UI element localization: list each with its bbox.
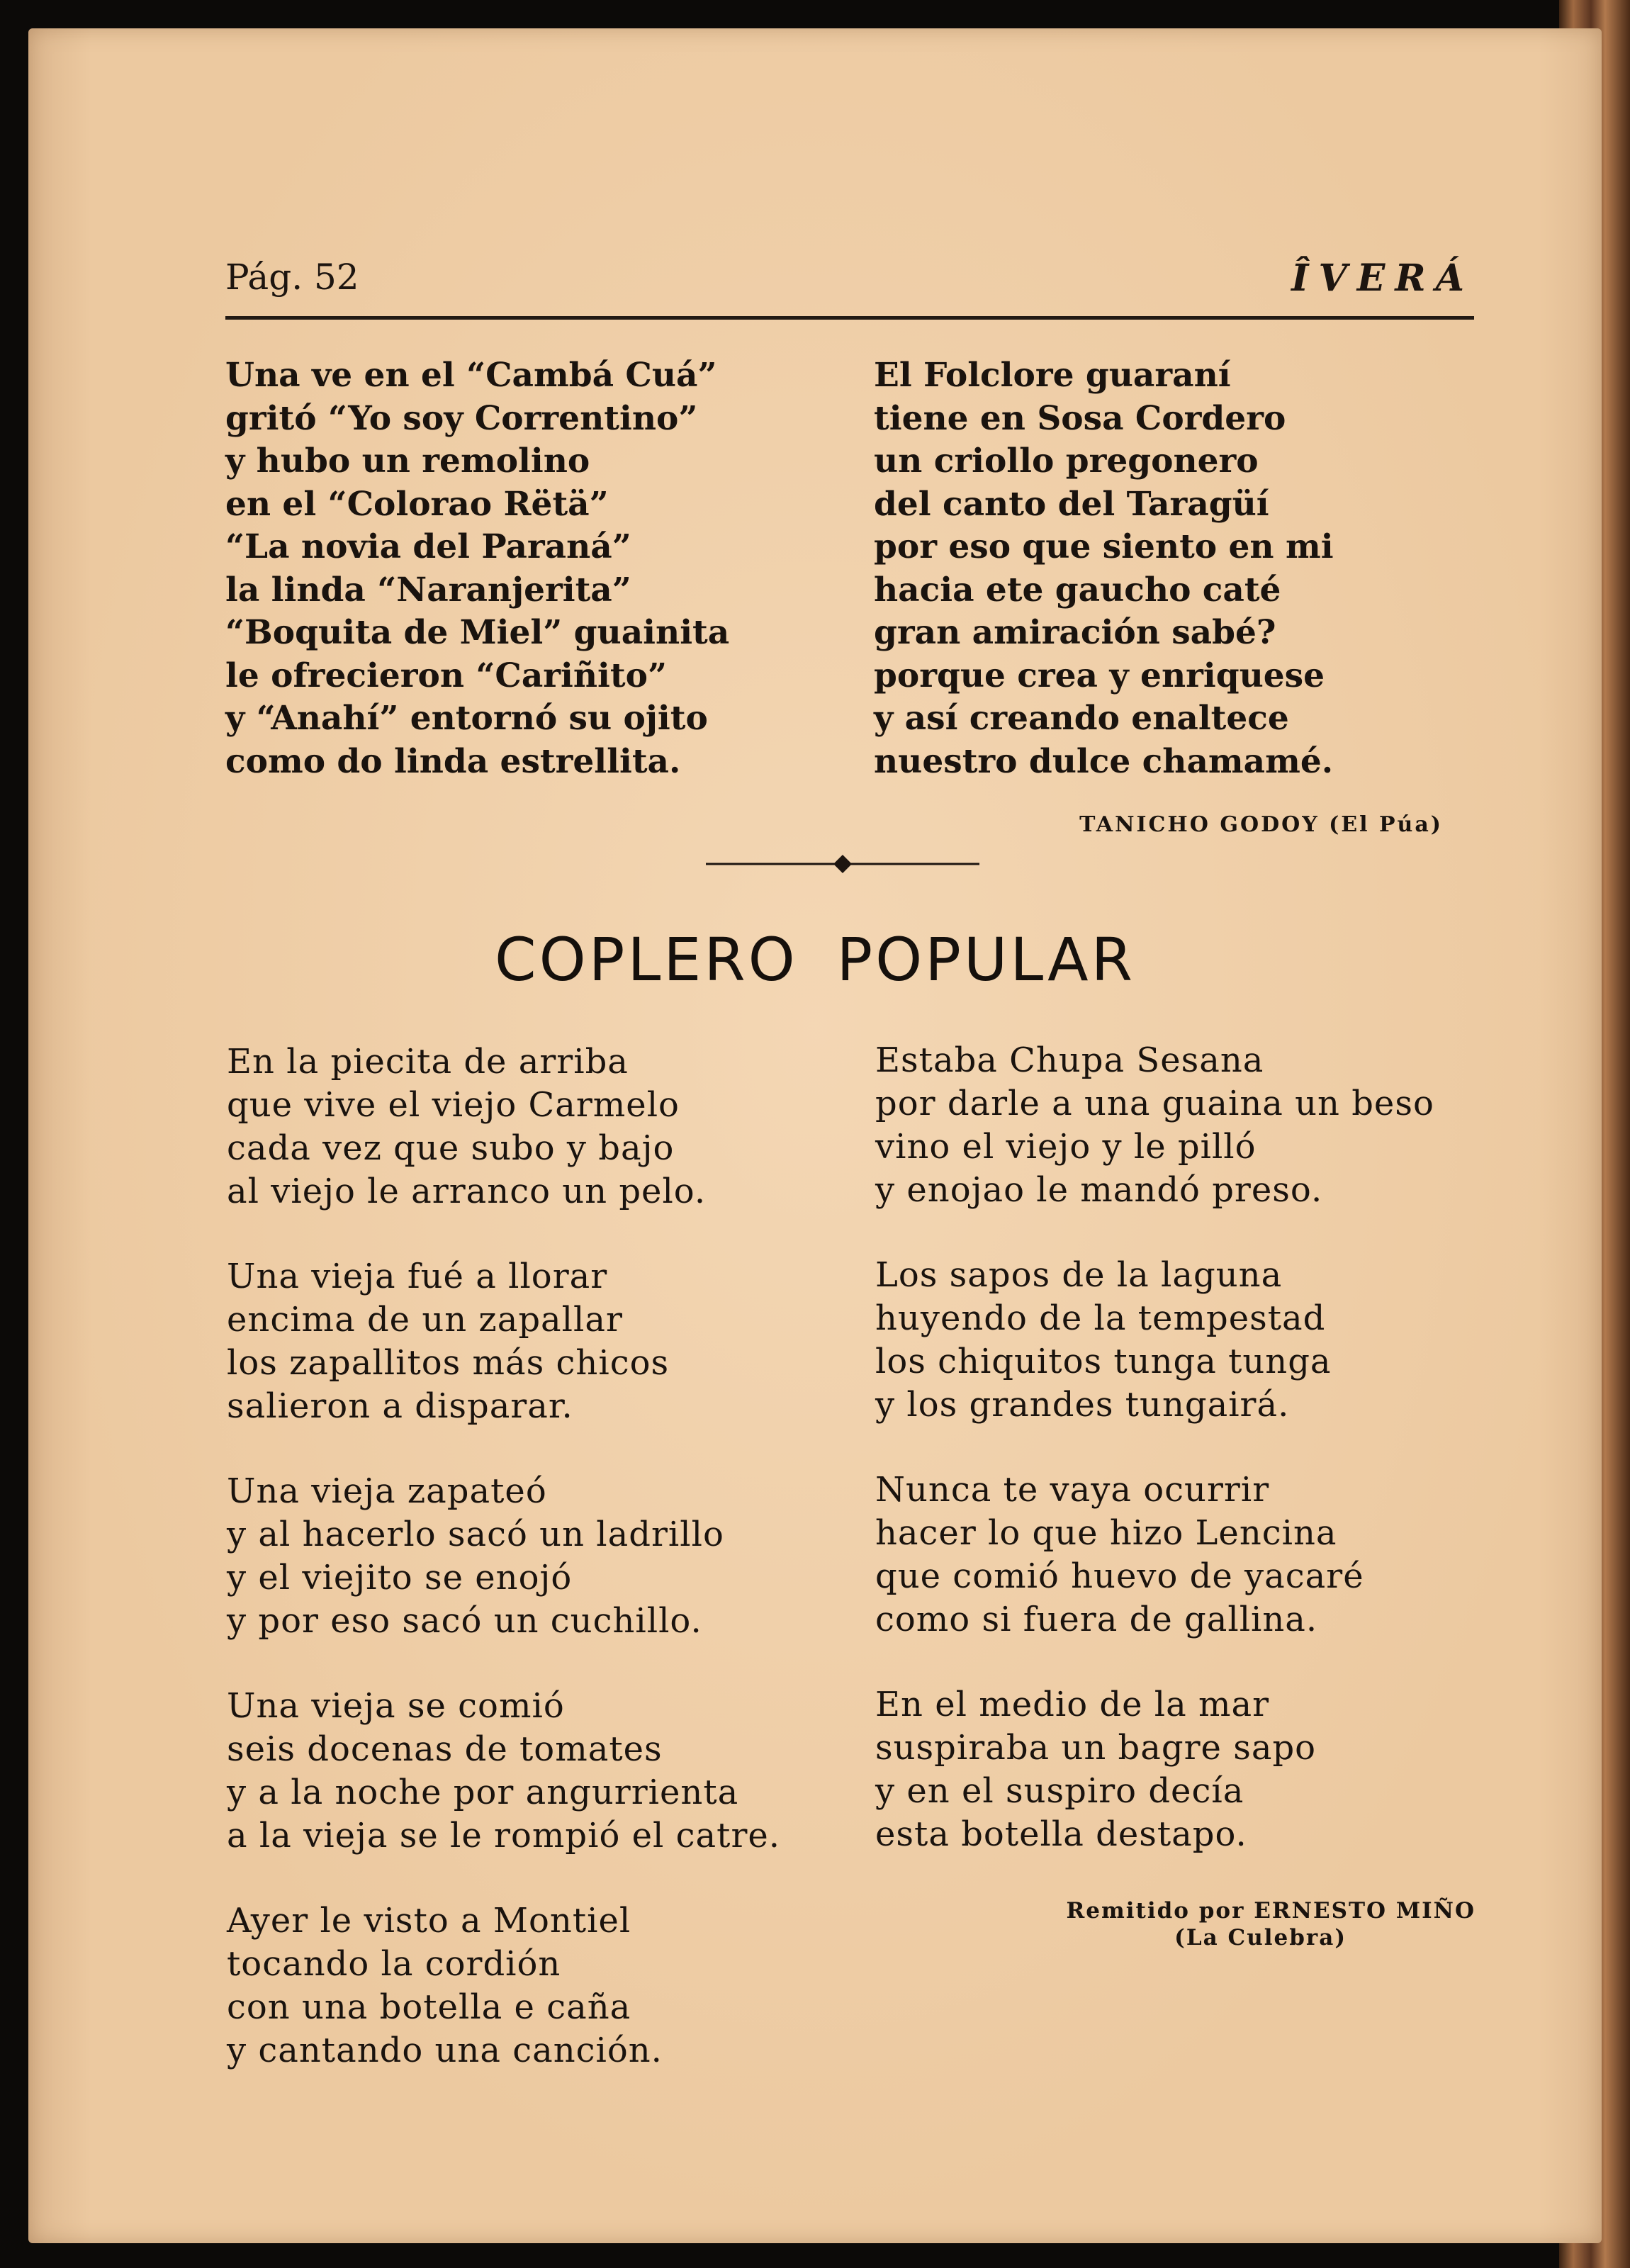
copla-stanza xyxy=(227,1685,829,1858)
verse-line: del canto del Taragüí xyxy=(874,484,1269,524)
coplas-right-column xyxy=(875,1039,1499,1856)
credit-pseudonym: (La Culebra) xyxy=(1174,1925,1347,1950)
copla-stanza xyxy=(227,1470,829,1643)
verse-line: Una vieja fué a llorar xyxy=(227,1257,608,1296)
verse-line: hacer lo que hizo Lencina xyxy=(875,1513,1337,1553)
verse-line: tiene en Sosa Cordero xyxy=(874,398,1286,438)
poem-left-column xyxy=(225,354,806,783)
verse-line: En la piecita de arriba xyxy=(227,1042,629,1082)
verse-line: por darle a una guaina un beso xyxy=(875,1084,1434,1123)
copla-stanza xyxy=(227,1899,829,2072)
copla-stanza xyxy=(227,1255,829,1428)
verse-line: Estaba Chupa Sesana xyxy=(875,1040,1264,1080)
verse-line: como do linda estrellita. xyxy=(225,741,681,781)
verse-line: y así creando enaltece xyxy=(874,699,1289,738)
verse-line: salieron a disparar. xyxy=(227,1386,573,1426)
verse-line: Nunca te vaya ocurrir xyxy=(875,1470,1270,1510)
verse-line: con una botella e caña xyxy=(227,1987,631,2027)
verse-line: En el medio de la mar xyxy=(875,1685,1270,1724)
verse-line: y cantando una canción. xyxy=(227,2031,663,2070)
verse-line: y a la noche por angurrienta xyxy=(227,1773,739,1812)
verse-line: huyendo de la tempestad xyxy=(875,1298,1326,1338)
copla-stanza xyxy=(227,1040,829,1213)
page-header xyxy=(225,257,1474,306)
verse-line: le ofrecieron “Cariñito” xyxy=(225,656,668,695)
verse-line: por eso que siento en mi xyxy=(874,527,1334,566)
verse-line: y enojao le mandó preso. xyxy=(875,1170,1323,1210)
verse-line: como si fuera de gallina. xyxy=(875,1600,1318,1639)
copla-stanza xyxy=(875,1683,1499,1856)
credit-sender: Remitido por ERNESTO MIÑO xyxy=(1066,1898,1476,1924)
verse-line: vino el viejo y le pilló xyxy=(875,1127,1257,1167)
verse-line: El Folclore guaraní xyxy=(874,356,1231,395)
verse-line: y por eso sacó un cuchillo. xyxy=(227,1601,702,1641)
verse-line: la linda “Naranjerita” xyxy=(225,570,631,610)
divider-ornament xyxy=(706,853,979,875)
magazine-title: ÎVERÁ xyxy=(1291,257,1474,300)
verse-line: que vive el viejo Carmelo xyxy=(227,1085,680,1125)
verse-line: suspiraba un bagre sapo xyxy=(875,1728,1317,1768)
copla-stanza xyxy=(875,1254,1499,1427)
verse-line: al viejo le arranco un pelo. xyxy=(227,1172,707,1211)
verse-line: que comió huevo de yacaré xyxy=(875,1556,1364,1596)
verse-line: Una ve en el “Cambá Cuá” xyxy=(225,356,717,395)
section-title: COPLERO POPULAR xyxy=(495,925,1135,994)
verse-line: “Boquita de Miel” guainita xyxy=(225,613,730,652)
verse-line: Ayer le visto a Montiel xyxy=(227,1901,631,1941)
verse-line: nuestro dulce chamamé. xyxy=(874,741,1334,781)
copla-stanza xyxy=(875,1039,1499,1212)
verse-line: “La novia del Paraná” xyxy=(225,527,631,566)
verse-line: hacia ete gaucho caté xyxy=(874,570,1281,610)
verse-line: Una vieja zapateó xyxy=(227,1471,547,1511)
verse-line: y al hacerlo sacó un ladrillo xyxy=(227,1515,724,1554)
verse-line: a la vieja se le rompió el catre. xyxy=(227,1816,781,1856)
verse-line: un criollo pregonero xyxy=(874,442,1259,481)
verse-line: los chiquitos tunga tunga xyxy=(875,1342,1332,1381)
poem-right-column xyxy=(874,354,1483,783)
verse-line: y en el suspiro decía xyxy=(875,1771,1244,1811)
coplas-left-column xyxy=(227,1040,829,2072)
verse-line: en el “Colorao Rëtä” xyxy=(225,484,609,524)
verse-line: encima de un zapallar xyxy=(227,1300,623,1340)
verse-line: y el viejito se enojó xyxy=(227,1558,573,1598)
verse-line: Los sapos de la laguna xyxy=(875,1255,1283,1295)
verse-line: los zapallitos más chicos xyxy=(227,1343,670,1383)
verse-line: gran amiración sabé? xyxy=(874,613,1276,652)
verse-line: y los grandes tungairá. xyxy=(875,1385,1290,1425)
verse-line: tocando la cordión xyxy=(227,1944,561,1984)
poem-author: TANICHO GODOY (El Púa) xyxy=(1079,812,1443,837)
verse-line: esta botella destapo. xyxy=(875,1814,1247,1854)
verse-line: porque crea y enriquese xyxy=(874,656,1325,695)
verse-line: y “Anahí” entornó su ojito xyxy=(225,699,708,738)
verse-line: seis docenas de tomates xyxy=(227,1729,663,1769)
verse-line: y hubo un remolino xyxy=(225,442,590,481)
verse-line: gritó “Yo soy Correntino” xyxy=(225,398,698,438)
verse-line: cada vez que subo y bajo xyxy=(227,1128,675,1168)
page-number: Pág. 52 xyxy=(225,257,359,298)
verse-line: Una vieja se comió xyxy=(227,1686,565,1726)
copla-stanza xyxy=(875,1469,1499,1641)
header-rule xyxy=(225,316,1474,320)
